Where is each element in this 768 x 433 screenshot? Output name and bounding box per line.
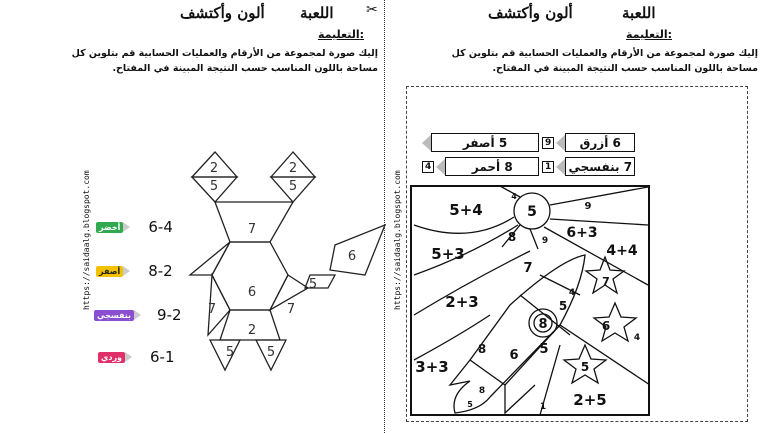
crayon-tip-icon: [134, 310, 141, 320]
left-key-row-4: [98, 348, 175, 366]
picture-label: 4+4: [606, 243, 638, 259]
left-key-expr-4: 6-1: [150, 348, 175, 366]
rocket-fin: [505, 385, 535, 413]
picture-label: 1: [539, 402, 547, 412]
picture-label: 5+3: [431, 245, 465, 263]
crayon-tip-icon: [125, 352, 132, 362]
left-instruction-line-1: إليك صورة لمجموعة من الأرقام والعمليات الحسابية قم بتلوين كل: [71, 48, 378, 59]
left-key-expr-2: 8-2: [148, 262, 173, 280]
right-blog-url: https://saidaalg.blogspot.com: [393, 170, 402, 310]
figure-number: 2: [247, 323, 257, 338]
picture-line: [550, 219, 648, 225]
rocket-picture: [410, 185, 650, 417]
figure-shape: [330, 225, 385, 275]
yellow-crayon-icon: أصفر: [96, 266, 123, 277]
figure-number: 6: [247, 285, 257, 300]
picture-label: 2+5: [573, 391, 607, 409]
picture-label: 5: [580, 360, 590, 374]
picture-label: 5: [467, 400, 473, 409]
picture-line: [550, 187, 648, 205]
right-page-title: ألون وأكتشف: [488, 4, 573, 22]
figure-number: 7: [247, 222, 257, 237]
picture-label: 8: [538, 317, 548, 332]
key-pencil-yellow: [422, 133, 539, 152]
picture-label: 3+3: [415, 358, 449, 376]
left-key-expr-3: 9-2: [157, 306, 182, 324]
right-instruction-line-1: إليك صورة لمجموعة من الأرقام والعمليات الحسابية قم بتلوين كل: [451, 48, 758, 59]
picture-label: 4: [633, 333, 641, 343]
figure-number: 5: [308, 277, 318, 292]
left-key-expr-1: 6-4: [148, 218, 173, 236]
key-box: 6 أزرق: [565, 133, 635, 152]
figure-number: 5: [225, 345, 235, 360]
pencil-number: 9: [542, 137, 554, 149]
figure-number: 2: [209, 161, 219, 176]
picture-label: 7: [523, 261, 533, 276]
figure-number: 7: [286, 302, 296, 317]
left-instruction-label: التعليمة:: [318, 28, 365, 41]
figure-number: 5: [266, 345, 276, 360]
rocket-fin: [450, 360, 470, 385]
picture-label: 6: [509, 348, 519, 363]
picture-label: 8: [507, 230, 517, 244]
key-box: 7 بنفسجي: [565, 157, 635, 176]
pencil-number: 4: [422, 161, 434, 173]
figure-number: 5: [209, 179, 219, 194]
pencil-number: 1: [542, 161, 554, 173]
key-box: 8 أحمر: [445, 157, 539, 176]
picture-label: 4: [511, 192, 517, 201]
left-key-row-2: [96, 262, 173, 280]
purple-crayon-icon: بنفسجي: [94, 310, 134, 321]
picture-label: 8: [477, 342, 487, 356]
green-crayon-icon: أخضر: [96, 222, 123, 233]
picture-label: 4: [568, 288, 576, 298]
pink-crayon-icon: وردي: [98, 352, 125, 363]
picture-label: 2+3: [445, 293, 479, 311]
picture-line: [530, 229, 538, 249]
left-key-row-3: [94, 306, 182, 324]
right-instruction-line-2: مساحة باللون المناسب حسب النتيجة المبينة في المفتاح.: [492, 63, 758, 74]
key-pencil-red: [422, 157, 539, 176]
key-pencil-purple: [542, 157, 635, 176]
scissors-icon: ✂: [366, 2, 378, 18]
picture-line: [500, 186, 520, 197]
left-figure: [180, 150, 390, 380]
star-shape: [594, 303, 636, 341]
picture-label: 9: [541, 236, 549, 246]
left-blog-url: https://saidaalg.blogspot.com: [82, 170, 91, 310]
crayon-tip-icon: [123, 266, 130, 276]
figure-shape: [190, 242, 230, 275]
left-instruction-line-2: مساحة باللون المناسب حسب النتيجة المبينة في المفتاح.: [112, 63, 378, 74]
figure-number: 6: [347, 249, 357, 264]
right-instruction-label: التعليمة:: [626, 28, 673, 41]
left-page-title: ألون وأكتشف: [180, 4, 265, 22]
picture-label: 7: [602, 275, 610, 288]
figure-number: 7: [207, 302, 217, 317]
picture-label: 6+3: [566, 225, 598, 241]
crayon-tip-icon: [123, 222, 130, 232]
picture-label: 5: [539, 342, 549, 357]
picture-label: 5: [558, 299, 568, 313]
picture-label: 9: [584, 201, 592, 212]
key-box: 5 أصفر: [431, 133, 539, 152]
figure-number: 2: [288, 161, 298, 176]
figure-number: 5: [288, 179, 298, 194]
left-game-label: اللعبة: [300, 4, 334, 22]
key-pencil-blue: [542, 133, 635, 152]
right-game-label: اللعبة: [622, 4, 656, 22]
picture-line: [414, 217, 514, 233]
picture-label: 8: [478, 386, 486, 396]
picture-label: 5+4: [449, 201, 483, 219]
picture-label: 5: [527, 204, 537, 220]
left-key-row-1: [96, 218, 173, 236]
picture-label: 6: [601, 319, 611, 333]
